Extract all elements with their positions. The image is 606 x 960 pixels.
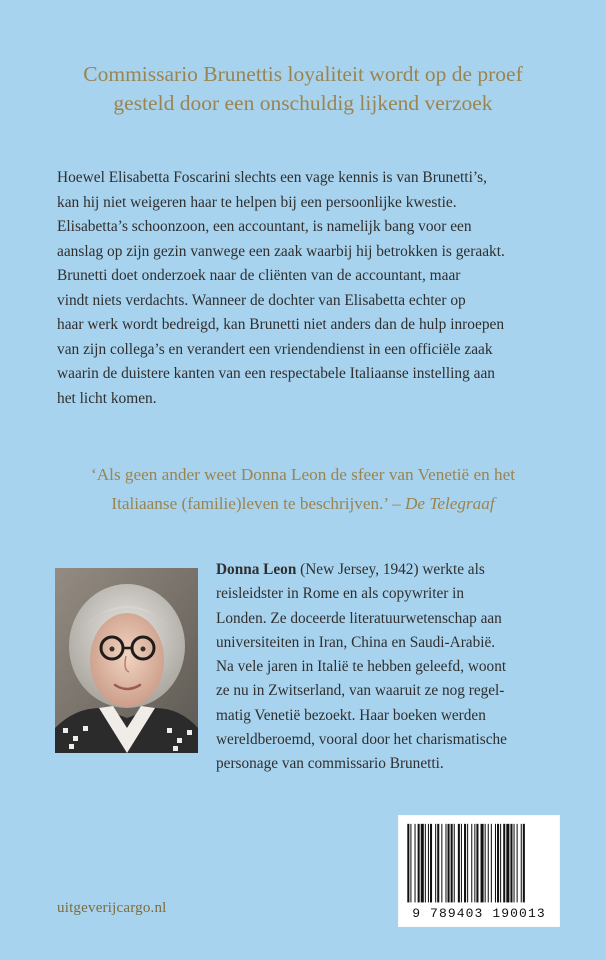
barcode-bar [425,824,426,903]
barcode-bar [415,824,416,903]
quote-text: Italiaanse (familie)leven te beschrijven.’ – [111,494,406,513]
barcode-bar [451,824,453,903]
barcode-bar [445,824,446,903]
barcode-bar [407,824,409,903]
barcode-bar [474,824,475,903]
barcode-bar [441,824,442,903]
description-line: van zijn collega’s en verandert een vriendendienst in een officiële zaak [57,340,493,358]
barcode-bar [476,824,478,903]
barcode-bar [418,824,420,903]
barcode-bar [467,824,468,903]
bio-line: reisleidster in Rome en als copywriter in [216,585,465,603]
author-photo [55,568,198,753]
description-line: aanslag op zijn gezin vanwege een zaak waarbij hij betrokken is geraakt. [57,242,505,260]
book-description [57,166,557,411]
tagline-line: gesteld door een onschuldig lijkend verzoek [113,91,493,115]
barcode-bar [514,824,515,903]
barcode-bar [497,824,499,903]
quote-source: De Telegraaf [405,494,495,513]
barcode-number: 9 789403 190013 [412,906,546,921]
barcode-bar [506,824,509,903]
bio-line: Na vele jaren in Italië te hebben geleefd, woont [216,658,507,676]
description-line: kan hij niet weigeren haar te helpen bij een persoonlijke kwestie. [57,193,457,211]
barcode-bar [488,824,489,903]
barcode-bar [464,824,466,903]
barcode-bar [435,824,436,903]
bio-line: ze nu in Zwitserland, van waaruit ze nog regel- [216,682,505,700]
author-bio [216,558,566,777]
barcode-bar [485,824,486,903]
bio-line: Londen. Ze doceerde literatuurwetenschap aan [216,609,502,627]
barcode-bar [458,824,460,903]
tagline [40,60,566,118]
barcode-bar [430,824,432,903]
description-line: Elisabetta’s schoonzoon, een accountant, is namelijk bang voor een [57,218,472,235]
barcode-bar [471,824,472,903]
barcode-bar [421,824,424,903]
barcode-bar [428,824,429,903]
barcode-bar [503,824,505,903]
isbn-barcode [398,815,560,927]
quote-line-1: ‘Als geen ander weet Donna Leon de sfeer van Venetië en het [91,465,515,484]
barcode-bar [410,824,411,903]
publisher-website: uitgeverijcargo.nl [57,900,167,916]
author-name: Donna Leon [216,561,297,578]
barcode-bar [437,824,439,903]
bio-line: universiteiten in Iran, China en Saudi-Arabië. [216,633,496,651]
bio-line: matig Venetië bezoekt. Haar boeken werden [216,706,486,724]
barcode-bar [454,824,455,903]
description-line: Hoewel Elisabetta Foscarini slechts een vage kennis is van Brunetti’s, [57,169,487,186]
description-line: haar werk wordt bedreigd, kan Brunetti niet anders dan de hulp inroepen [57,316,505,333]
tagline-line: Commissario Brunettis loyaliteit wordt op de proef [83,62,523,86]
bio-first-line-text: (New Jersey, 1942) werkte als [296,561,485,578]
description-line: het licht komen. [57,389,157,407]
quote-line-2 [40,489,566,518]
barcode-bar [491,824,492,903]
barcode-bar [481,824,484,903]
bio-line [216,558,566,582]
barcode-bar [523,824,525,903]
bio-line: personage van commissario Brunetti. [216,755,444,773]
description-line: Brunetti doet onderzoek naar de cliënten van de accountant, maar [57,267,461,284]
barcode-bar [510,824,512,903]
barcode-bar [448,824,450,903]
barcode-bar [461,824,462,903]
barcode-bar [517,824,518,903]
barcode-bar [495,824,496,903]
description-line: vindt niets verdachts. Wanneer de dochter van Elisabetta echter op [57,291,466,309]
bio-line: wereldberoemd, vooral door het charismatische [216,731,507,749]
barcode-bar [500,824,501,903]
press-quote [40,460,566,518]
description-line: waarin de duistere kanten van een respectabele Italiaanse instelling aan [57,365,496,382]
barcode-bar [521,824,522,903]
